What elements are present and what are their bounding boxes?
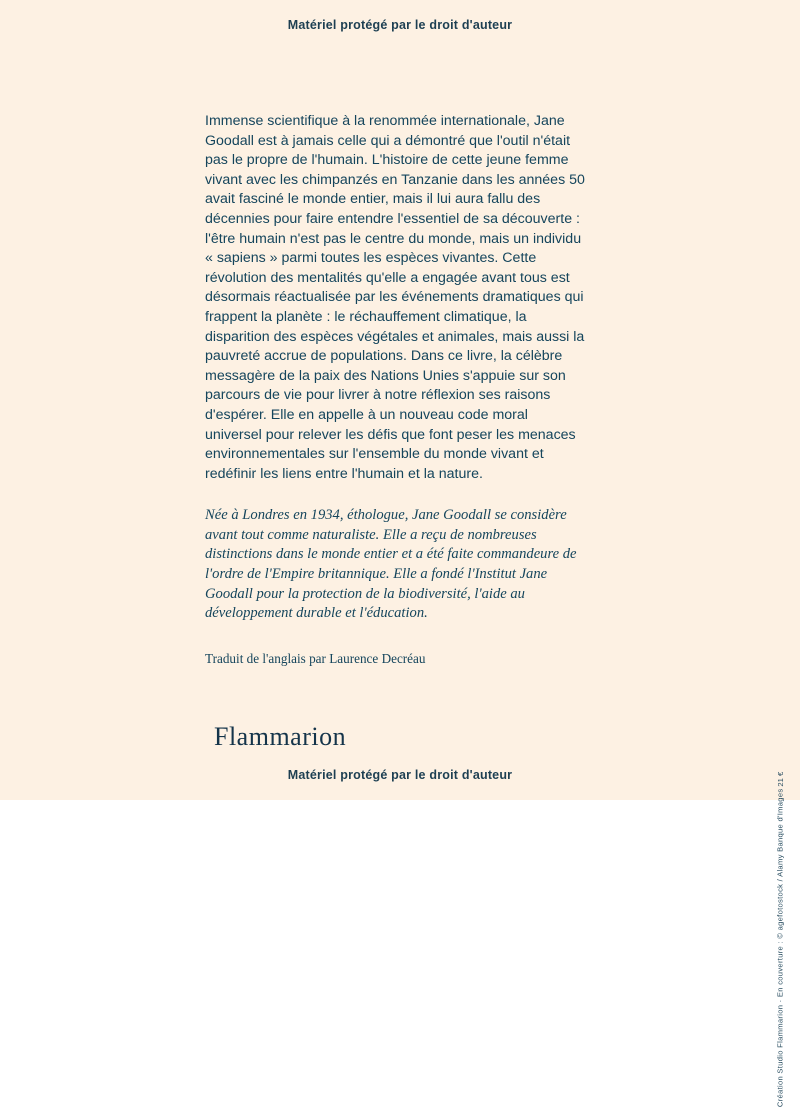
copyright-watermark-bottom: Matériel protégé par le droit d'auteur bbox=[287, 768, 513, 782]
cover-text-block bbox=[205, 112, 585, 681]
cover-credits-vertical: Création Studio Flammarion · En couverture : © agefotostock / Alamy Banque d'Images bbox=[776, 788, 785, 1107]
translator-credit: Traduit de l'anglais par Laurence Decréau bbox=[205, 650, 426, 666]
blurb-paragraph: Immense scientifique à la renommée internationale, Jane Goodall est à jamais celle qui a démontré que l'outil n'était pas le propre de l'humain. L'histoire de cette jeune femme vivant avec les chimpanzés en Tanzanie dans les années 50 avait fasciné le monde entier, mais il lui aura fallu des décennies pour faire entendre l'essentiel de sa découverte : l'être humain n'est pas le centre du monde, mais un individu « sapiens » parmi toutes les espèces vivantes. Cette révolution des mentalités qu'elle a engagée avant tous est désormais réactualisée par les événements dramatiques qui frappent la planète : le réchauffement climatique, la disparition des espèces végétales et animales, mais aussi la pauvreté accrue de populations. Dans ce livre, la célèbre messagère de la paix des Nations Unies s'appuie sur son parcours de vie pour livrer à notre réflexion ses raisons d'espérer. Elle en appelle à un nouveau code moral universel pour relever les défis que font peser les menaces environnementales sur l'ensemble du monde vivant et redéfinir les liens entre l'humain et la nature. bbox=[205, 113, 585, 482]
copyright-watermark-top: Matériel protégé par le droit d'auteur bbox=[287, 18, 513, 32]
price-vertical: 21 € bbox=[776, 771, 785, 787]
author-bio-paragraph: Née à Londres en 1934, éthologue, Jane Goodall se considère avant tout comme naturaliste. Elle a reçu de nombreuses distinctions dans le monde entier et a été faite commandeure de l'ordre de l'Empire britannique. Elle a fondé l'Institut Jane Goodall pour la protection de la biodiversité, l'aide au développement durable et l'éducation. bbox=[205, 507, 577, 622]
publisher-logo-text: Flammarion bbox=[214, 722, 347, 751]
